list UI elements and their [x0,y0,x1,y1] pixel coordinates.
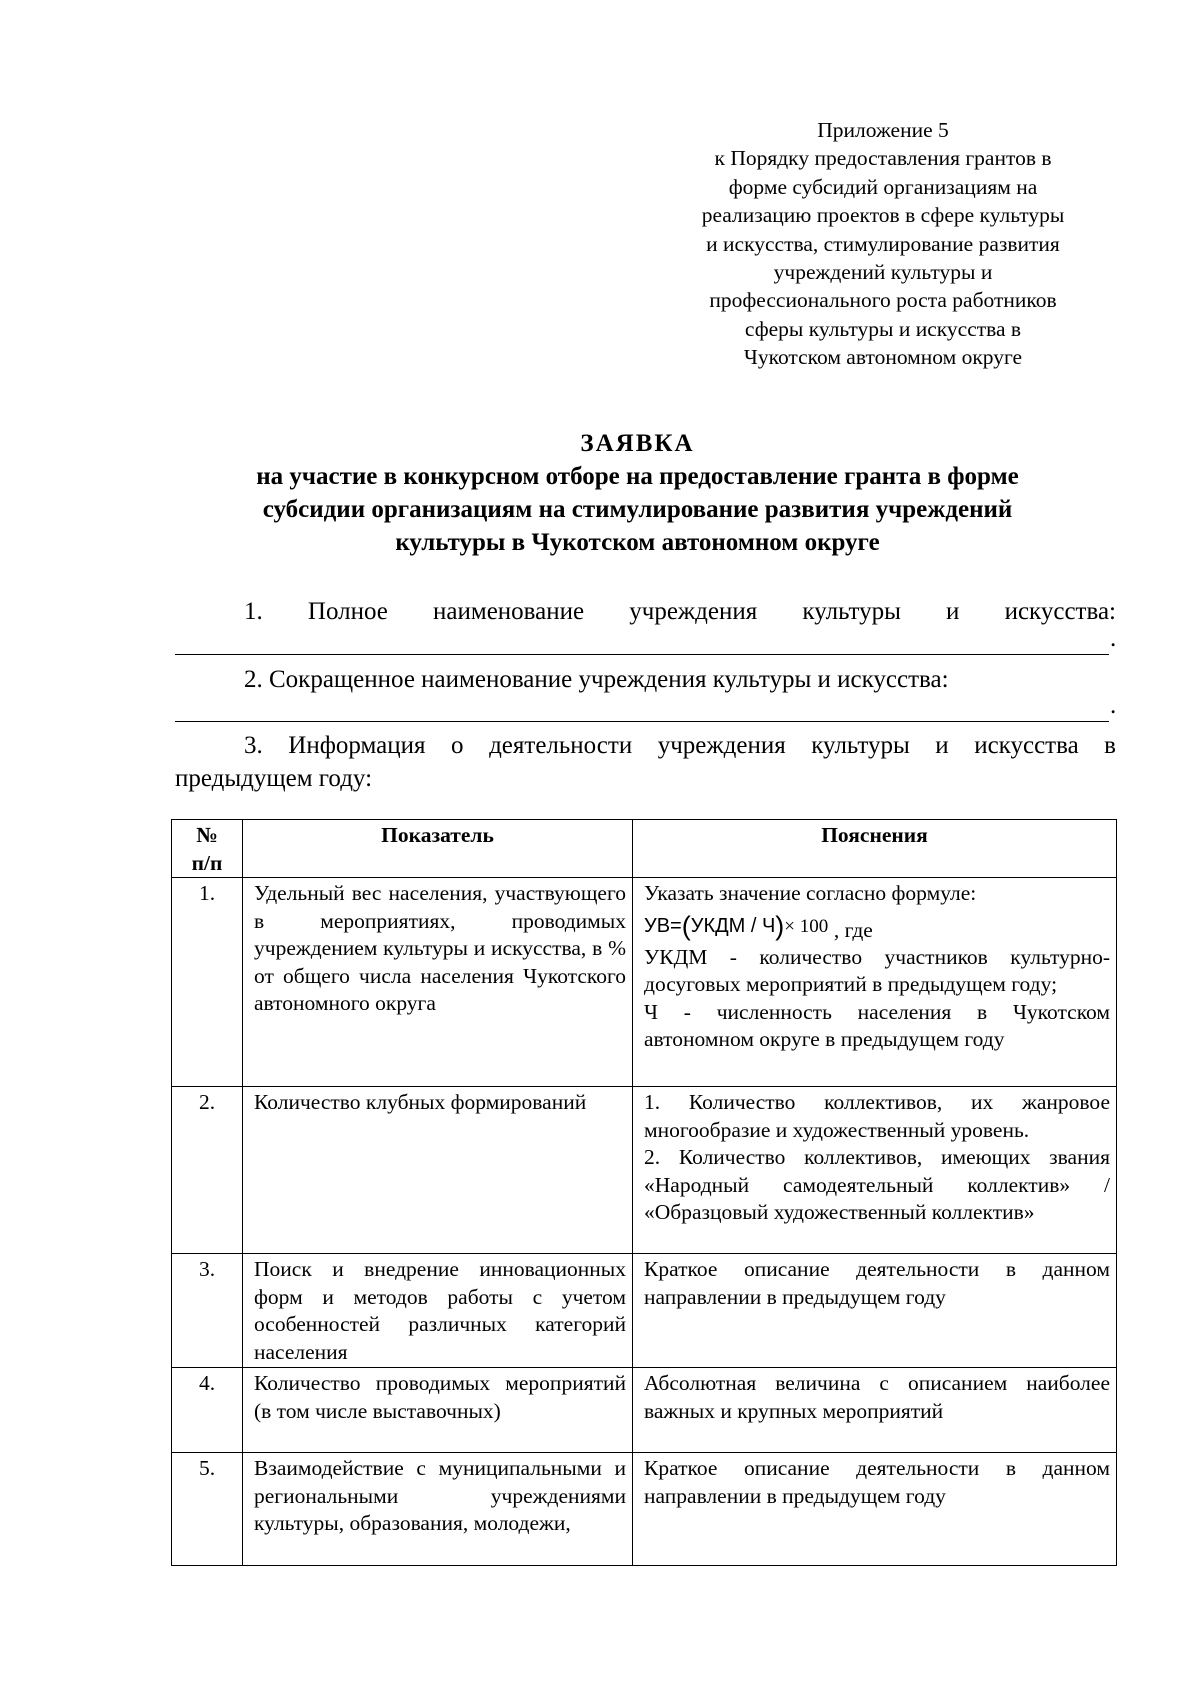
field-short-name-label: 2. Сокращенное наименование учреждения культуры и искусства: [244,666,949,693]
row-num: 1. [172,878,243,1087]
row-explanation: Краткое описание деятельности в данном направлении в предыдущем году [633,1254,1117,1368]
item3-line1: 3. Информация о деятельности учреждения культуры и искусства в [244,732,1116,759]
row-explanation: Краткое описание деятельности в данном направлении в предыдущем году [633,1453,1117,1566]
formula-times: × 100 [784,915,829,937]
formula-where: , где [833,917,873,942]
activity-table [171,819,1117,1566]
appendix-line: реализацию проектов в сфере культуры [701,203,1065,228]
header-num [172,820,243,878]
table-row [172,1087,1117,1254]
explanation-paragraph: 2. Количество коллективов, имеющих звания «Народный самодеятельный коллектив» / «Образцовый художественный коллектив» [644,1145,1110,1224]
header-indicator: Показатель [243,820,633,878]
row-indicator: Количество проводимых мероприятий (в том числе выставочных) [243,1368,633,1453]
row-explanation: Абсолютная величина с описанием наиболее важных и крупных мероприятий [633,1368,1117,1453]
appendix-line: профессионального роста работников [709,288,1057,313]
title-sub-line: субсидии организациям на стимулирование развития учреждений [262,496,1013,523]
document-title [170,427,1105,559]
row-indicator: Взаимодействие с муниципальными и региональными учреждениями культуры, образования, молодежи, [243,1453,633,1566]
appendix-line: учреждений культуры и [773,260,993,285]
header-explanation: Пояснения [633,820,1117,878]
formula-def-ukdm: УКДМ - количество участников культурно-досуговых мероприятий в предыдущем году; [644,944,1110,996]
formula-close-paren: ) [775,910,785,941]
header-num-line2: п/п [191,850,223,875]
table-row [172,1254,1117,1368]
field-full-name-label: 1. Полное наименование учреждения культуры и искусства: [244,598,1116,625]
field-full-name-line[interactable] [175,654,1109,655]
table-row [172,1368,1117,1453]
row-num: 5. [172,1453,243,1566]
row-indicator: Удельный вес населения, участвующего в мероприятиях, проводимых учреждением культуры и искусства, в % от общего числа населения Чукотского автономного округа [243,878,633,1087]
explanation-paragraph: 1. Количество коллективов, их жанровое многообразие и художественный уровень. [644,1090,1110,1142]
table-row [172,1453,1117,1566]
appendix-line: сферы культуры и искусства в [744,316,1022,341]
field-short-name-period: . [1110,692,1117,719]
title-sub-line: культуры в Чукотском автономном округе [395,529,880,556]
row-indicator: Количество клубных формирований [243,1087,633,1254]
formula-def-ch: Ч - численность населения в Чукотском автономном округе в предыдущем году [644,999,1110,1051]
formula-inner: УКДМ / Ч [690,914,776,937]
row-explanation [633,878,1117,1087]
title-main: ЗАЯВКА [580,430,695,457]
appendix-header [680,116,1086,372]
formula-eq: = [670,914,682,937]
formula [644,908,1110,944]
appendix-line: форме субсидий организациям на [728,174,1038,199]
header-num-line1: № [196,823,218,847]
formula-lhs: УВ [644,914,671,937]
row-indicator: Поиск и внедрение инновационных форм и методов работы с учетом особенностей различных категорий населения [243,1254,633,1368]
appendix-line: к Порядку предоставления грантов в [714,146,1052,171]
row-num: 3. [172,1254,243,1368]
item3-line2: предыдущем году: [175,765,373,792]
title-sub-line: на участие в конкурсном отборе на предоставление гранта в форме [256,463,1019,490]
row-explanation [633,1087,1117,1254]
field-short-name-line[interactable] [175,721,1109,722]
formula-intro: Указать значение согласно формуле: [644,881,977,905]
field-full-name-period: . [1110,625,1117,652]
appendix-line: Приложение 5 [817,118,949,142]
table-row [172,878,1117,1087]
appendix-line: Чукотском автономном округе [743,345,1023,370]
row-num: 2. [172,1087,243,1254]
table-header-row [172,820,1117,878]
row-num: 4. [172,1368,243,1453]
formula-open-paren: ( [681,910,691,941]
appendix-line: и искусства, стимулирование развития [706,231,1060,256]
